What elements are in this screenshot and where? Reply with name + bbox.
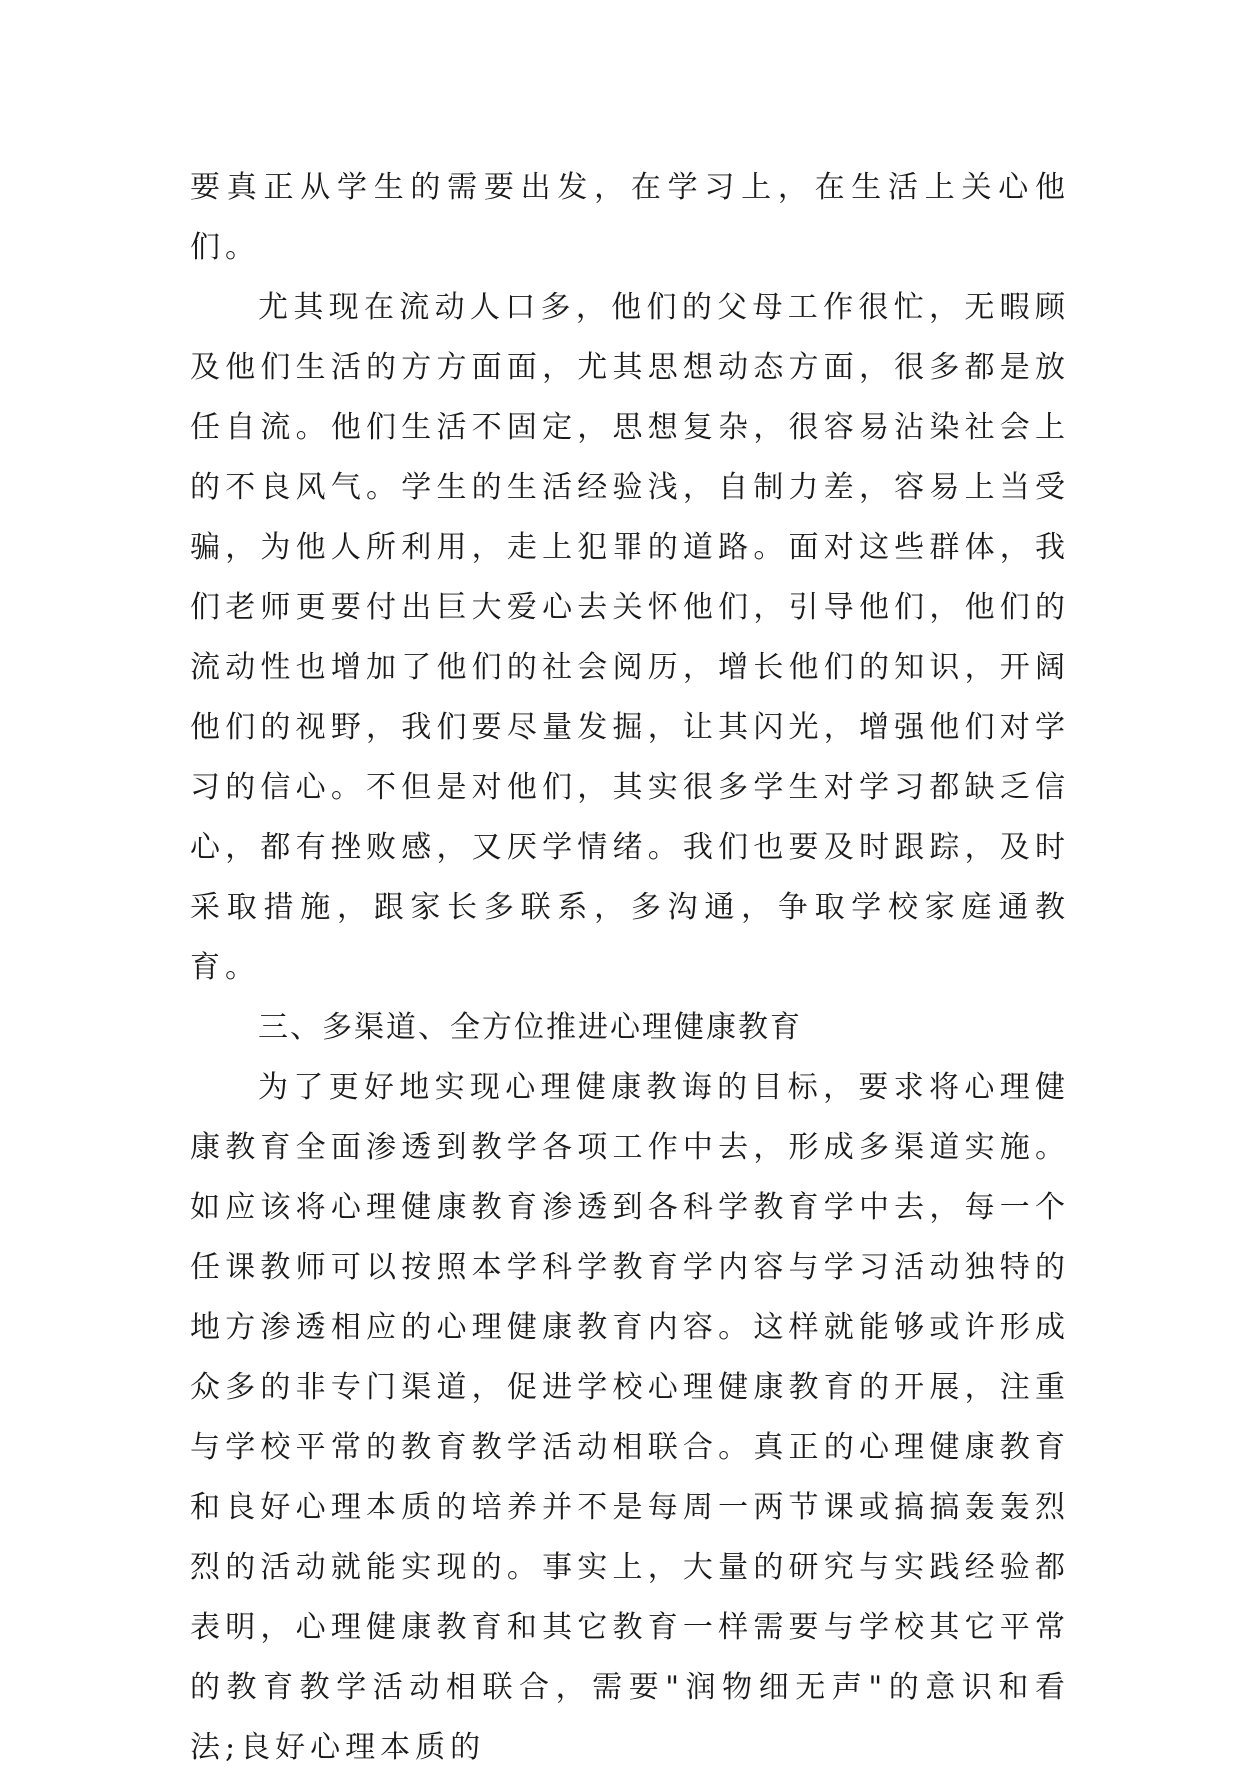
document-body — [190, 158, 1070, 1778]
paragraph-floating-population: 尤其现在流动人口多，他们的父母工作很忙，无暇顾及他们生活的方方面面，尤其思想动态方面，很多都是放任自流。他们生活不固定，思想复杂，很容易沾染社会上的不良风气。学生的生活经验浅，自制力差，容易上当受骗，为他人所利用，走上犯罪的道路。面对这些群体，我们老师更要付出巨大爱心去关怀他们，引导他们，他们的流动性也增加了他们的社会阅历，增长他们的知识，开阔他们的视野，我们要尽量发掘，让其闪光，增强他们对学习的信心。不但是对他们，其实很多学生对学习都缺乏信心，都有挫败感，又厌学情绪。我们也要及时跟踪，及时采取措施，跟家长多联系，多沟通，争取学校家庭通教育。 — [190, 290, 1070, 985]
paragraph-continuation: 要真正从学生的需要出发，在学习上，在生活上关心他们。 — [190, 170, 1070, 265]
paragraph-mental-health-integration: 为了更好地实现心理健康教诲的目标，要求将心理健康教育全面渗透到教学各项工作中去，形成多渠道实施。如应该将心理健康教育渗透到各科学教育学中去，每一个任课教师可以按照本学科学教育学内容与学习活动独特的地方渗透相应的心理健康教育内容。这样就能够或许形成众多的非专门渠道，促进学校心理健康教育的开展，注重与学校平常的教育教学活动相联合。真正的心理健康教育和良好心理本质的培养并不是每周一两节课或搞搞轰轰烈烈的活动就能实现的。事实上，大量的研究与实践经验都表明，心理健康教育和其它教育一样需要与学校其它平常的教育教学活动相联合，需要"润物细无声"的意识和看法;良好心理本质的 — [190, 1070, 1070, 1765]
section-heading-3: 三、多渠道、全方位推进心理健康教育 — [258, 1010, 802, 1045]
